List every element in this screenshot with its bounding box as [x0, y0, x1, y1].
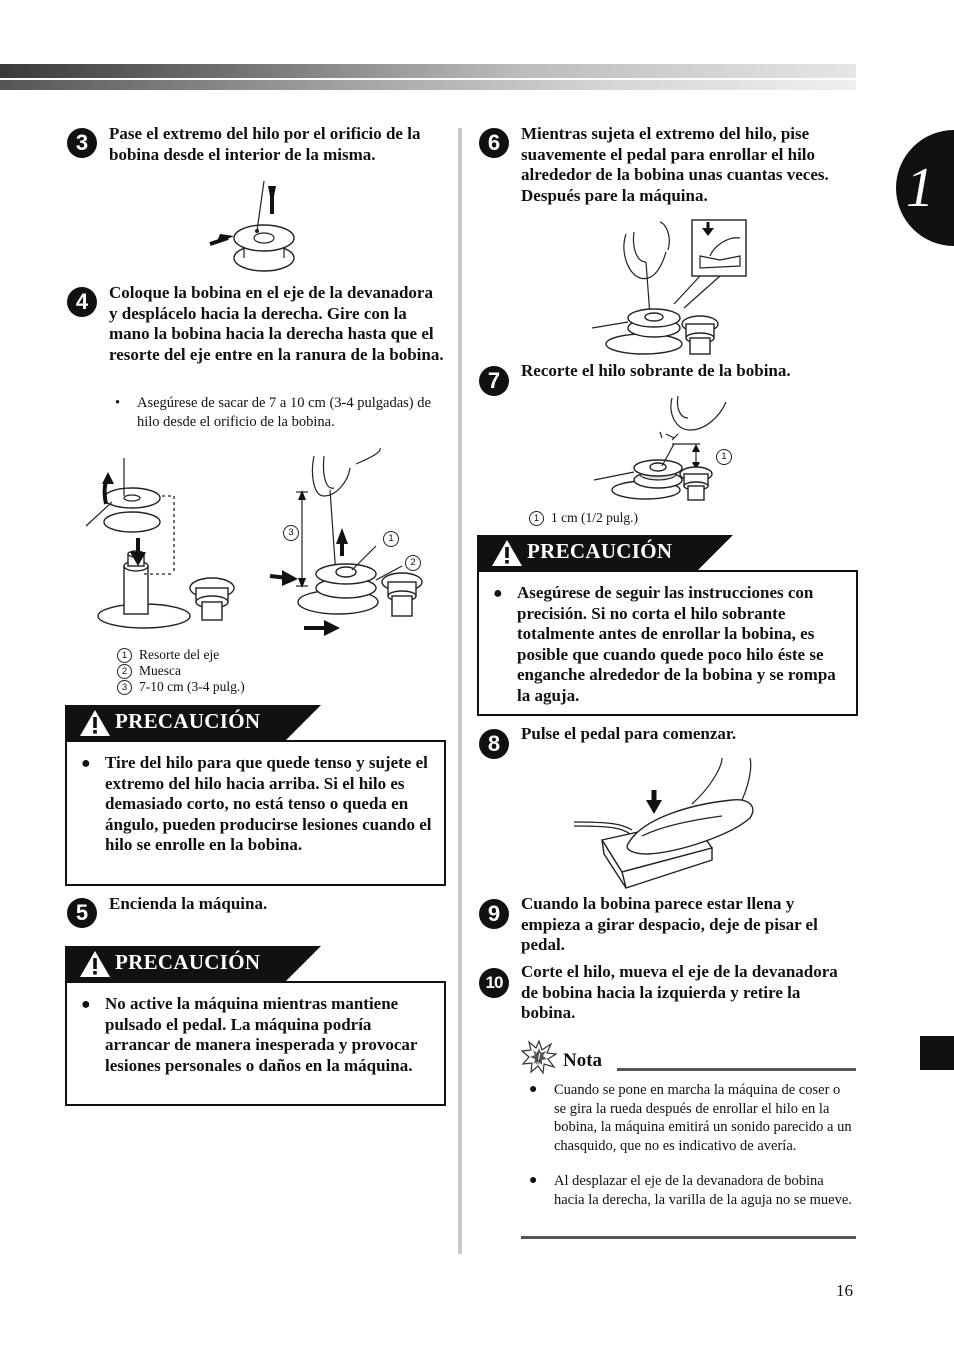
- nota-label: Nota: [563, 1050, 603, 1071]
- step-3-text: Pase el extremo del hilo por el orificio de la bobina desde el interior de la misma.: [109, 124, 421, 164]
- caution-bullet: ●: [81, 755, 91, 772]
- step-number-7: 7: [479, 366, 509, 396]
- header-gradient-bar: [0, 64, 856, 78]
- callout-1-step-7: 1: [716, 449, 732, 465]
- callout-1: 1: [383, 531, 399, 547]
- chapter-number: 1: [906, 157, 934, 219]
- legend-item: [529, 510, 769, 526]
- caution-text-3: Asegúrese de seguir las instrucciones con precisión. Si no corta el hilo sobrante totalmente antes de enrollar la bobina, es posible que cuando quede poco hilo éste se enganche alrededor de la bobina y se rompa la aguja.: [517, 583, 836, 705]
- winding-thread-illustration: [590, 216, 750, 360]
- warning-icon: [79, 950, 111, 978]
- note-burst-icon: [521, 1040, 557, 1074]
- nota-bullet: ●: [529, 1173, 538, 1188]
- caution-bullet: ●: [493, 585, 503, 602]
- step-number-4: 4: [67, 287, 97, 317]
- caution-header-3: [477, 535, 733, 571]
- warning-icon: [79, 709, 111, 737]
- step-8-text: Pulse el pedal para comenzar.: [521, 724, 737, 743]
- legend-text: 7-10 cm (3-4 pulg.): [139, 679, 245, 694]
- nota-item-2-text: Al desplazar el eje de la devanadora de bobina hacia la derecha, la varilla de la aguja no se mueve.: [554, 1173, 852, 1208]
- nota-bottom-rule: [521, 1236, 856, 1239]
- step-5-text: Encienda la máquina.: [109, 894, 268, 913]
- caution-box-2: [65, 981, 446, 1106]
- step-number-5: 5: [67, 898, 97, 928]
- bobbin-winder-illustration-left: [84, 456, 244, 632]
- caution-text-1: Tire del hilo para que quede tenso y sujete el extremo del hilo hacia arriba. Si el hilo es demasiado corto, no está tenso o queda en ángulo, pueden producirse lesiones cuando el hilo se enrolle en la bobina.: [105, 753, 432, 854]
- callout-2: 2: [405, 555, 421, 571]
- svg-text:!: !: [536, 1051, 542, 1068]
- legend-item: [117, 663, 357, 679]
- warning-icon: [491, 539, 523, 567]
- caution-box-1: [65, 740, 446, 886]
- caution-text-2: No active la máquina mientras mantiene pulsado el pedal. La máquina podría arrancar de manera inesperada y provocar lesiones personales o daños en la máquina.: [105, 994, 418, 1075]
- caution-header-1: [65, 705, 321, 741]
- legend-number: 2: [117, 664, 132, 679]
- section-marker: [920, 1036, 954, 1070]
- legend-text: Resorte del eje: [139, 647, 220, 662]
- caution-header-2: [65, 946, 321, 982]
- legend-step-4: [117, 647, 357, 695]
- foot-pedal-illustration: [572, 756, 782, 892]
- legend-text: 1 cm (1/2 pulg.): [551, 510, 638, 525]
- step-9-text: Cuando la bobina parece estar llena y empieza a girar despacio, deje de pisar el pedal.: [521, 894, 818, 954]
- callout-3: 3: [283, 525, 299, 541]
- legend-item: [117, 647, 357, 663]
- caution-title-2: PRECAUCIÓN: [115, 950, 261, 974]
- caution-title-1: PRECAUCIÓN: [115, 709, 261, 733]
- step-number-10: 10: [479, 968, 509, 998]
- page-number: 16: [836, 1281, 853, 1300]
- step-4-text: Coloque la bobina en el eje de la devanadora y desplácelo hacia la derecha. Gire con la mano la bobina hacia la derecha hasta que el resorte del eje entre en la ranura de la bobina.: [109, 283, 444, 364]
- chapter-tab: [896, 130, 954, 246]
- nota-bullet: ●: [529, 1082, 538, 1097]
- legend-step-7: [529, 510, 769, 526]
- legend-number: 1: [117, 648, 132, 663]
- legend-text: Muesca: [139, 663, 181, 678]
- nota-top-rule: [617, 1068, 856, 1071]
- step-10-text: Corte el hilo, mueva el eje de la devanadora de bobina hacia la izquierda y retire la bobina.: [521, 962, 838, 1022]
- header-gradient-bar-lower: [0, 80, 856, 90]
- step-number-6: 6: [479, 128, 509, 158]
- caution-title-3: PRECAUCIÓN: [527, 539, 673, 563]
- step-number-9: 9: [479, 899, 509, 929]
- nota-item-1-text: Cuando se pone en marcha la máquina de coser o se gira la rueda después de enrollar el hilo en la bobina, la máquina emitirá un sonido parecido a un chasquido, que no es indicativo de avería.: [554, 1082, 852, 1154]
- legend-item: [117, 679, 357, 695]
- step-6-text: Mientras sujeta el extremo del hilo, pise suavemente el pedal para enrollar el hilo alrededor de la bobina unas cuantas veces. Después pare la máquina.: [521, 124, 829, 205]
- step-number-8: 8: [479, 729, 509, 759]
- bullet-dot: •: [115, 395, 121, 411]
- legend-number: 1: [529, 511, 544, 526]
- bobbin-threading-illustration: [200, 176, 310, 284]
- legend-number: 3: [117, 680, 132, 695]
- step-number-3: 3: [67, 128, 97, 158]
- caution-box-3: [477, 570, 858, 716]
- step-7-text: Recorte el hilo sobrante de la bobina.: [521, 361, 791, 380]
- column-divider: [458, 128, 462, 1254]
- step-4-bullet-text: Asegúrese de sacar de 7 a 10 cm (3-4 pulgadas) de hilo desde el orificio de la bobina.: [137, 395, 431, 430]
- caution-bullet: ●: [81, 996, 91, 1013]
- bobbin-winder-illustration-right: [266, 446, 436, 636]
